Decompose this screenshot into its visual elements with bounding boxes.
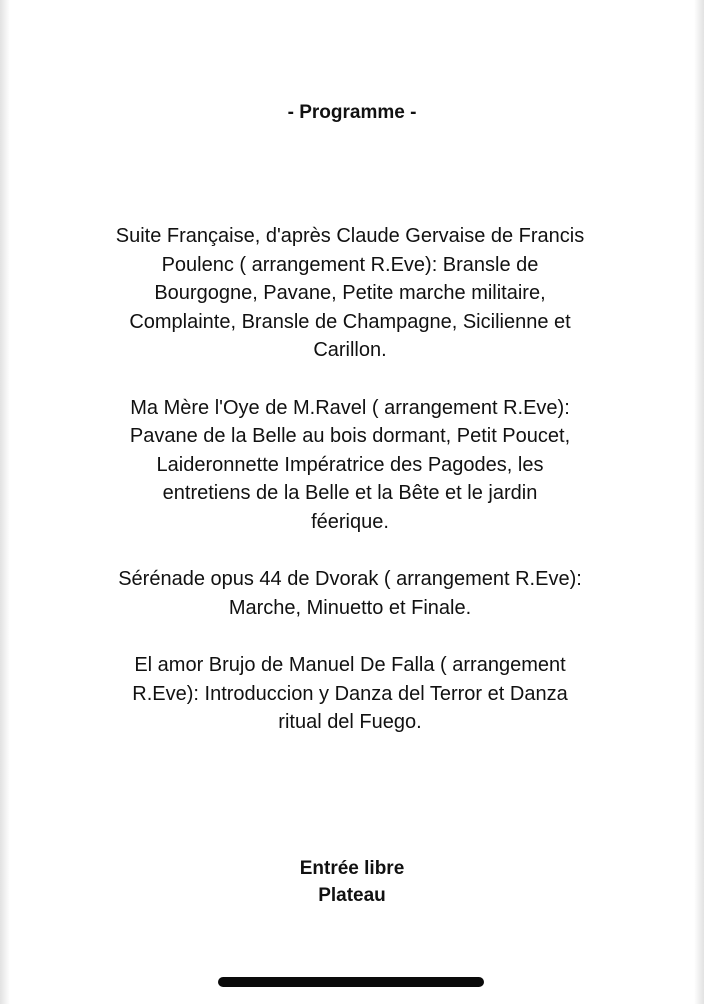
page-title: - Programme -	[287, 102, 417, 123]
programme-list	[82, 222, 618, 737]
page-edge-right	[694, 0, 704, 1004]
collection-label: Plateau	[318, 885, 386, 906]
programme-piece-serenade: Sérénade opus 44 de Dvorak ( arrangement R.Eve): Marche, Minuetto et Finale.	[118, 568, 582, 619]
programme-piece-ma-mere-loye: Ma Mère l'Oye de M.Ravel ( arrangement R.Eve): Pavane de la Belle au bois dormant, Petit Poucet, Laideronnette Impératrice des Pagodes, les entretiens de la Belle et la Bête et le jardin féerique.	[129, 396, 571, 533]
home-indicator-bar[interactable]	[218, 977, 484, 987]
entry-label: Entrée libre	[299, 858, 405, 879]
footer-info	[0, 855, 704, 909]
page-edge-left	[0, 0, 10, 1004]
programme-piece-el-amor-brujo: El amor Brujo de Manuel De Falla ( arrangement R.Eve): Introduccion y Danza del Terror et Danza ritual del Fuego.	[132, 653, 568, 734]
programme-piece-suite-francaise: Suite Française, d'après Claude Gervaise de Francis Poulenc ( arrangement R.Eve): Bransle de Bourgogne, Pavane, Petite marche militaire, Complainte, Bransle de Champagne, Sicilienne et Carillon.	[115, 225, 585, 362]
